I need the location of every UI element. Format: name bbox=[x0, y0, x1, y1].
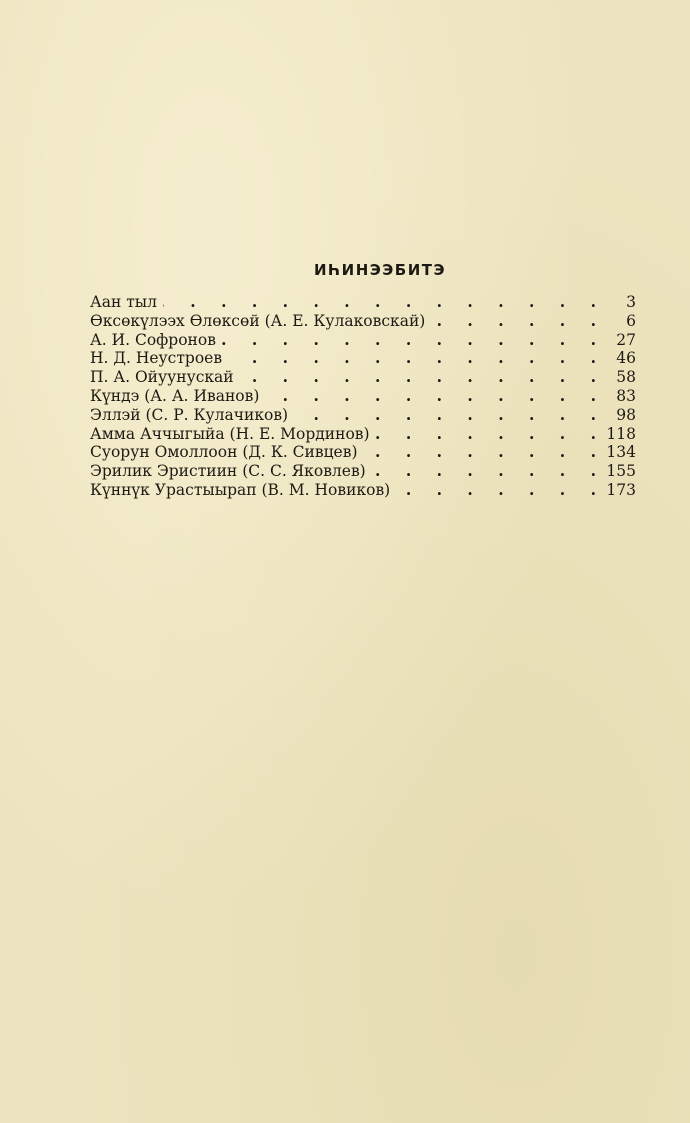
dot-leader bbox=[376, 425, 606, 444]
toc-entry bbox=[90, 293, 636, 312]
entry-title: Күннүк Урастыырап (В. М. Новиков) bbox=[90, 480, 391, 499]
entry-title: А. И. Софронов bbox=[90, 330, 216, 349]
toc-entry bbox=[90, 387, 636, 406]
toc-entry bbox=[90, 331, 636, 350]
toc-entry bbox=[90, 349, 636, 368]
entry-title: Аан тыл bbox=[90, 293, 157, 311]
table-of-contents bbox=[90, 293, 636, 500]
dot-leader bbox=[396, 481, 606, 500]
entry-title: Эрилик Эристиин (С. С. Яковлев) bbox=[90, 462, 366, 481]
entry-page-number: 6 bbox=[626, 311, 636, 330]
toc-entry bbox=[90, 312, 636, 331]
entry-title: Суорун Омоллоон (Д. К. Сивцев) bbox=[90, 443, 358, 462]
entry-page-number: 155 bbox=[606, 462, 636, 481]
contents-heading: ИҺИНЭЭБИТЭ bbox=[313, 261, 447, 279]
entry-title: Күндэ (А. А. Иванов) bbox=[90, 386, 260, 405]
entry-page-number: 98 bbox=[616, 405, 636, 424]
entry-page-number: 46 bbox=[616, 349, 636, 368]
entry-page-number: 83 bbox=[616, 386, 636, 405]
entry-title: Эллэй (С. Р. Кулачиков) bbox=[90, 405, 289, 424]
entry-page-number: 118 bbox=[606, 424, 636, 443]
dot-leader bbox=[294, 406, 606, 425]
entry-title: П. А. Ойуунускай bbox=[90, 368, 234, 387]
toc-entry bbox=[90, 462, 636, 481]
toc-entry bbox=[90, 425, 636, 444]
dot-leader bbox=[228, 349, 606, 368]
entry-page-number: 58 bbox=[616, 368, 636, 387]
entry-page-number: 134 bbox=[606, 443, 636, 462]
entry-page-number: 27 bbox=[616, 330, 636, 349]
dot-leader bbox=[372, 462, 606, 481]
entry-page-number: 3 bbox=[626, 293, 636, 311]
toc-entry bbox=[90, 368, 636, 387]
dot-leader bbox=[364, 443, 606, 462]
dot-leader bbox=[265, 387, 606, 406]
dot-leader bbox=[222, 331, 606, 350]
entry-page-number: 173 bbox=[606, 480, 636, 499]
dot-leader bbox=[240, 368, 606, 387]
dot-leader bbox=[163, 293, 606, 312]
toc-entry bbox=[90, 481, 636, 500]
dot-leader bbox=[431, 312, 606, 331]
entry-title: Н. Д. Неустроев bbox=[90, 349, 223, 368]
toc-entry bbox=[90, 406, 636, 425]
entry-title: Амма Аччыгыйа (Н. Е. Мординов) bbox=[90, 424, 370, 443]
entry-title: Өксөкүлээх Өлөксөй (А. Е. Кулаковскай) bbox=[90, 311, 426, 330]
toc-entry bbox=[90, 443, 636, 462]
